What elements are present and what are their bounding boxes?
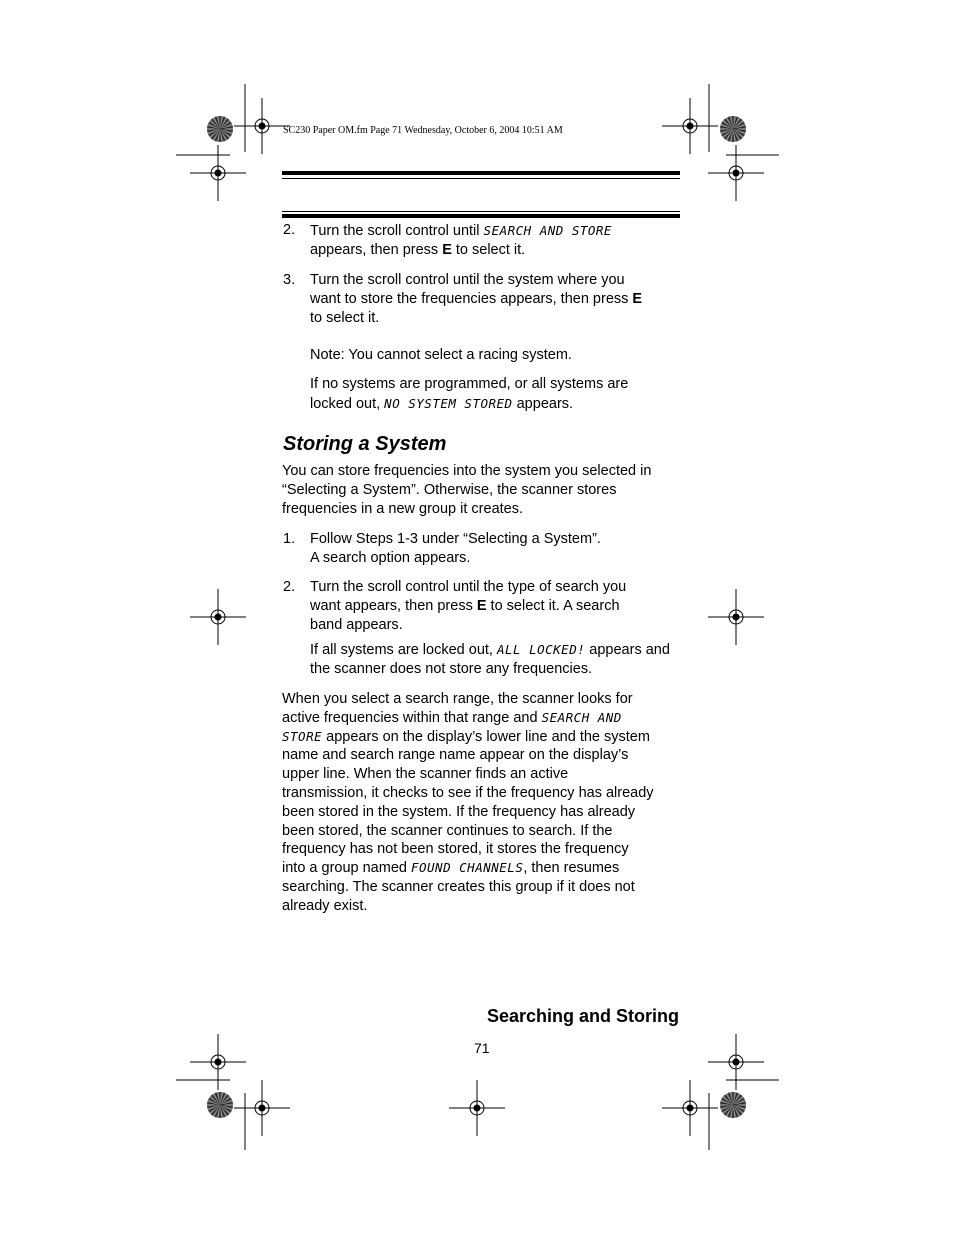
text-line: transmission, it checks to see if the frequency has already xyxy=(282,784,654,801)
intro-paragraph xyxy=(282,462,682,519)
registration-target-icon xyxy=(708,145,764,201)
registration-target-icon xyxy=(662,98,718,154)
text-line: If all systems are locked out, xyxy=(310,642,497,658)
lcd-text: STORE xyxy=(282,728,323,744)
lcd-text: SEARCH AND xyxy=(541,709,622,725)
text-line: frequency has not been stored, it stores the frequency xyxy=(282,841,629,858)
text-line: upper line. When the scanner finds an active xyxy=(282,766,569,783)
registration-target-icon xyxy=(190,1034,246,1090)
text-line: locked out, xyxy=(310,396,385,412)
text-line: name and search range name appear on the display’s xyxy=(282,747,629,764)
footer-section-title: Searching and Storing xyxy=(486,1006,679,1026)
text-line: , then resumes xyxy=(523,860,620,877)
text-line: the scanner does not store any frequencies. xyxy=(310,661,593,677)
search-range-paragraph xyxy=(282,690,682,916)
registration-target-icon xyxy=(708,589,764,645)
star-target-icon xyxy=(207,1092,233,1118)
registration-target-icon xyxy=(190,589,246,645)
locked-out-text xyxy=(310,640,682,679)
key-e: E xyxy=(442,242,452,258)
lcd-text: ALL LOCKED! xyxy=(496,642,586,657)
star-target-icon xyxy=(720,116,746,142)
page-number: 71 xyxy=(474,1040,490,1056)
star-target-icon xyxy=(720,1092,746,1118)
step-number: 1. xyxy=(283,531,296,547)
text-line: If no systems are programmed, or all systems are xyxy=(310,376,629,392)
step-line: Follow Steps 1-3 under “Selecting a System”. xyxy=(310,531,601,547)
text-line: active frequencies within that range and xyxy=(282,709,542,726)
step-text xyxy=(310,530,680,568)
lcd-text: SEARCH AND STORE xyxy=(483,223,612,238)
registration-target-icon xyxy=(708,1034,764,1090)
section-heading: Storing a System xyxy=(283,433,447,455)
step-line: want appears, then press xyxy=(310,598,477,614)
text-line: appears. xyxy=(512,396,574,412)
step-number: 3. xyxy=(283,272,296,288)
step-line: Turn the scroll control until the system where you xyxy=(310,272,625,288)
text-line: into a group named xyxy=(282,860,411,877)
step-line: to select it. A search xyxy=(486,598,620,614)
key-e: E xyxy=(476,598,487,614)
text-line: already exist. xyxy=(282,897,368,914)
text-line: been stored in the system. If the frequency has already xyxy=(282,803,636,820)
step-text-a: Turn the scroll control until xyxy=(310,223,484,239)
text-line: You can store frequencies into the system you selected in xyxy=(282,463,652,479)
step-line: want to store the frequencies appears, then press xyxy=(310,291,633,307)
star-target-icon xyxy=(207,116,233,142)
text-line: appears on the display’s lower line and the system xyxy=(322,728,650,745)
step-text-b: appears, then press xyxy=(310,242,443,258)
registration-target-icon xyxy=(662,1080,718,1136)
lcd-text: NO SYSTEM STORED xyxy=(384,396,513,411)
text-line: “Selecting a System”. Otherwise, the scanner stores xyxy=(282,482,617,498)
step-text xyxy=(310,221,680,260)
step-text-c: to select it. xyxy=(451,242,526,258)
lcd-text: FOUND CHANNELS xyxy=(410,860,524,876)
key-e: E xyxy=(632,291,643,307)
no-systems-text xyxy=(310,375,680,414)
text-line: searching. The scanner creates this group if it does not xyxy=(282,878,635,895)
step-line: to select it. xyxy=(310,310,380,326)
step-text xyxy=(310,578,680,635)
registration-target-icon xyxy=(190,145,246,201)
section-rule-thick xyxy=(282,214,680,218)
step-line: Turn the scroll control until the type of search you xyxy=(310,579,627,595)
text-line: frequencies in a new group it creates. xyxy=(282,501,523,517)
text-line: been stored, the scanner continues to search. If the xyxy=(282,822,613,839)
step-number: 2. xyxy=(283,222,296,238)
text-line: When you select a search range, the scanner looks for xyxy=(282,691,633,707)
registration-target-icon xyxy=(234,1080,290,1136)
step-number: 2. xyxy=(283,579,296,595)
step-line: band appears. xyxy=(310,617,403,633)
top-rule-thin xyxy=(282,178,680,179)
top-rule-thick xyxy=(282,171,680,175)
step-text xyxy=(310,271,680,328)
registration-target-icon xyxy=(234,98,290,154)
print-header-note: SC230 Paper OM.fm Page 71 Wednesday, October 6, 2004 10:51 AM xyxy=(283,125,563,136)
note-text: Note: You cannot select a racing system. xyxy=(310,347,572,363)
registration-target-icon xyxy=(449,1080,505,1136)
text-line: appears and xyxy=(585,642,670,658)
step-line: A search option appears. xyxy=(310,550,471,566)
section-rule-thin xyxy=(282,211,680,212)
